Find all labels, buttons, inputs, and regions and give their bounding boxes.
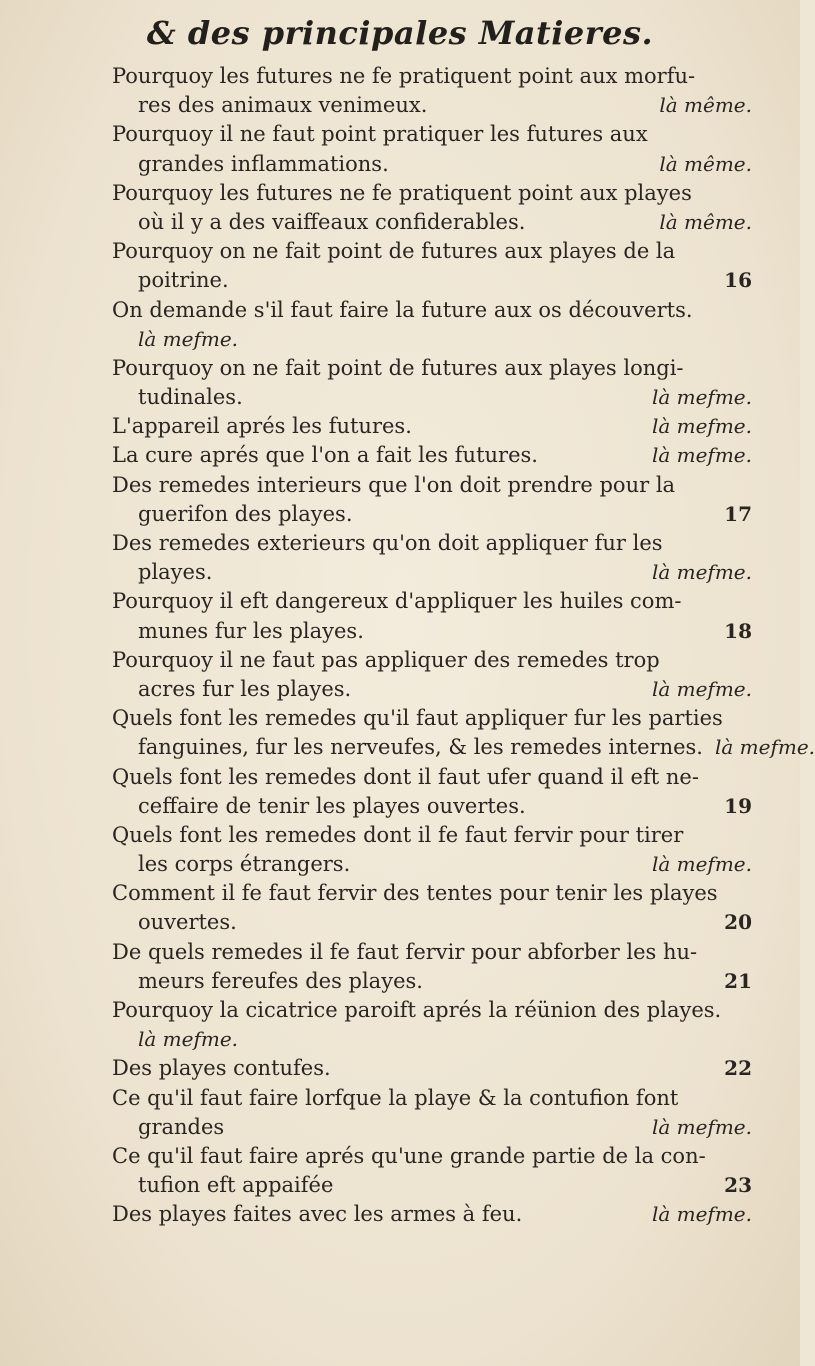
entry-text: Des playes faites avec les armes à feu. — [112, 1202, 523, 1227]
entry-line — [112, 325, 752, 354]
entry-line — [112, 471, 752, 500]
entry-line — [112, 938, 752, 967]
cross-reference: là mefme. — [651, 852, 752, 877]
entry-line — [112, 208, 752, 237]
entry-text: Ce qu'il faut faire aprés qu'une grande partie de la con- — [112, 1143, 706, 1168]
cross-reference: là mefme. — [651, 1202, 752, 1227]
entry-text: Pourquoy il eft dangereux d'appliquer les huiles com- — [112, 589, 682, 614]
cross-reference: là mefme. — [651, 385, 752, 410]
entry-text: L'appareil aprés les futures. — [112, 414, 412, 439]
entry-line — [112, 821, 752, 850]
page-reference: 16 — [724, 268, 752, 293]
entry-text: Ce qu'il faut faire lorfque la playe & la contufion font — [112, 1085, 679, 1110]
entry-line — [112, 733, 815, 762]
entry-text: tudinales. — [138, 385, 243, 410]
index-entry — [112, 938, 752, 996]
entry-text: Pourquoy les futures ne fe pratiquent point aux playes — [112, 180, 692, 205]
cross-reference: là mefme. — [651, 560, 752, 585]
entry-line — [112, 558, 752, 587]
cross-reference: là même. — [659, 151, 752, 176]
entry-line — [112, 617, 752, 646]
index-entry — [112, 1084, 752, 1142]
entry-line — [112, 792, 752, 821]
entry-text: munes fur les playes. — [138, 618, 364, 643]
entry-text: La cure aprés que l'on a fait les futures. — [112, 443, 538, 468]
entry-text: Pourquoy il ne faut point pratiquer les futures aux — [112, 122, 648, 147]
cross-reference: là mefme. — [651, 1114, 752, 1139]
entry-text: acres fur les playes. — [138, 676, 352, 701]
entry-text: Pourquoy les futures ne fe pratiquent point aux morfu- — [112, 64, 696, 88]
index-entry — [112, 120, 752, 178]
entry-line — [112, 120, 752, 149]
page-reference: 19 — [724, 793, 752, 818]
entry-text: Quels font les remedes qu'il faut appliquer fur les parties — [112, 706, 723, 731]
entry-line — [112, 1171, 752, 1200]
index-entry — [112, 704, 815, 762]
cross-reference: là mefme. — [138, 326, 239, 351]
entry-text: res des animaux venimeux. — [138, 93, 428, 118]
entry-line — [112, 412, 752, 441]
entry-line — [112, 1054, 752, 1083]
entry-text: Pourquoy on ne fait point de futures aux playes de la — [112, 239, 676, 264]
entry-text: meurs fereufes des playes. — [138, 968, 423, 993]
entry-text: tufion eft appaifée — [138, 1173, 334, 1198]
cross-reference: là mefme. — [651, 443, 752, 468]
index-entry — [112, 587, 752, 645]
index-entry — [112, 763, 752, 821]
entry-line — [112, 675, 752, 704]
index-entry — [112, 441, 752, 470]
page-reference: 20 — [724, 910, 752, 935]
cross-reference: là même. — [659, 93, 752, 118]
entry-line — [112, 1084, 752, 1113]
cross-reference: là mefme. — [651, 414, 752, 439]
entry-text: Des remedes exterieurs qu'on doit appliquer fur les — [112, 531, 663, 555]
page-reference: 22 — [724, 1056, 752, 1081]
entry-line — [112, 1113, 752, 1142]
index-entry — [112, 1142, 752, 1200]
entry-text: fanguines, fur les nerveufes, & les remedes internes. — [138, 735, 703, 760]
entry-text: Quels font les remedes dont il fe faut fervir pour tirer — [112, 822, 684, 847]
entry-line — [112, 763, 752, 792]
index-entry — [112, 646, 752, 704]
entry-text: Pourquoy on ne fait point de futures aux playes longi- — [112, 355, 684, 380]
entry-text: guerifon des playes. — [138, 501, 353, 526]
entry-text: Pourquoy la cicatrice paroift aprés la réünion des playes. — [112, 998, 722, 1022]
entry-line — [112, 62, 752, 91]
index-entry — [112, 529, 752, 587]
entry-text: ceffaire de tenir les playes ouvertes. — [138, 793, 526, 818]
entry-line — [112, 996, 752, 1025]
entry-line — [112, 1142, 752, 1171]
entry-line — [112, 354, 752, 383]
entry-text: où il y a des vaiffeaux confiderables. — [138, 209, 526, 234]
page-reference: 18 — [724, 618, 752, 643]
entry-text: Des playes contufes. — [112, 1056, 331, 1081]
entry-line — [112, 879, 752, 908]
entry-line — [112, 646, 752, 675]
entry-line — [112, 908, 752, 937]
entry-text: On demande s'il faut faire la future aux os découverts. — [112, 297, 693, 322]
entry-line — [112, 179, 752, 208]
page-reference: 17 — [724, 501, 752, 526]
index-entry — [112, 1054, 752, 1083]
cross-reference: là mefme. — [138, 1027, 239, 1052]
entry-text: Quels font les remedes dont il faut ufer quand il eft ne- — [112, 764, 699, 789]
entry-text: ouvertes. — [138, 910, 237, 935]
entry-line — [112, 500, 752, 529]
entry-text: les corps étrangers. — [138, 852, 351, 877]
entry-line — [112, 441, 752, 470]
index-entry — [112, 1200, 752, 1229]
index-entry — [112, 471, 752, 529]
index-entry — [112, 412, 752, 441]
entry-line — [112, 150, 752, 179]
index-entry — [112, 296, 752, 354]
page-reference: 21 — [724, 968, 752, 993]
index-entries — [112, 62, 815, 1230]
entry-text: Pourquoy il ne faut pas appliquer des remedes trop — [112, 647, 660, 672]
page-header: & des principales Matieres. — [146, 14, 654, 52]
entry-line — [112, 850, 752, 879]
entry-line — [112, 529, 752, 558]
entry-text: playes. — [138, 560, 213, 585]
index-entry — [112, 354, 752, 412]
entry-line — [112, 296, 752, 325]
entry-text: grandes — [138, 1114, 225, 1139]
page-footer-margin — [0, 1276, 800, 1366]
entry-line — [112, 967, 752, 996]
cross-reference: là mefme. — [714, 735, 815, 760]
entry-line — [112, 704, 752, 733]
index-entry — [112, 879, 752, 937]
index-entry — [112, 996, 752, 1054]
entry-text: De quels remedes il fe faut fervir pour abforber les hu- — [112, 939, 698, 964]
entry-line — [112, 266, 752, 295]
index-entry — [112, 62, 752, 120]
index-entry — [112, 821, 752, 879]
entry-text: poitrine. — [138, 268, 229, 293]
entry-line — [112, 587, 752, 616]
index-entry — [112, 179, 752, 237]
entry-line — [112, 237, 752, 266]
entry-line — [112, 1025, 752, 1054]
entry-line — [112, 383, 752, 412]
entry-line — [112, 91, 752, 120]
entry-text: Des remedes interieurs que l'on doit prendre pour la — [112, 472, 676, 497]
entry-line — [112, 1200, 752, 1229]
entry-text: grandes inflammations. — [138, 151, 389, 176]
entry-text: Comment il fe faut fervir des tentes pour tenir les playes — [112, 881, 718, 906]
cross-reference: là même. — [659, 209, 752, 234]
index-entry — [112, 237, 752, 295]
page-reference: 23 — [724, 1173, 752, 1198]
cross-reference: là mefme. — [651, 676, 752, 701]
